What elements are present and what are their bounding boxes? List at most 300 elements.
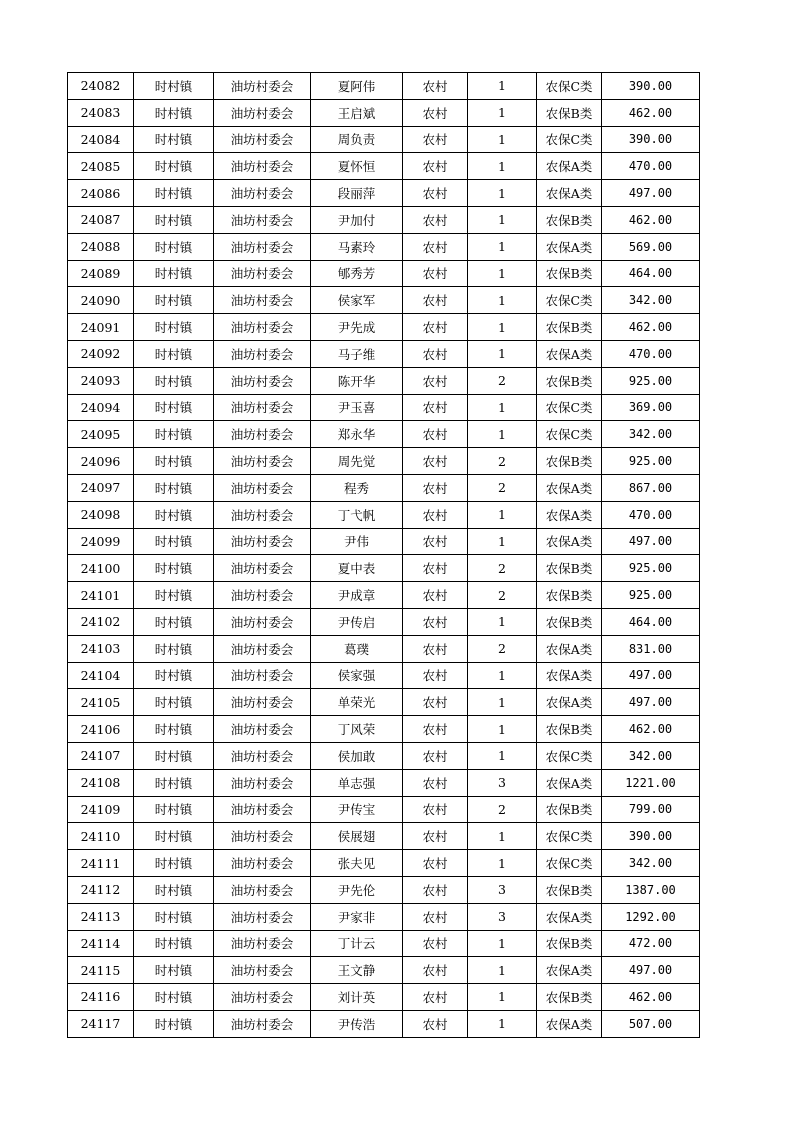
person-name-cell: 单荣光 bbox=[311, 689, 403, 716]
insurance-category-cell: 农保A类 bbox=[537, 501, 602, 528]
household-count-cell: 1 bbox=[468, 528, 537, 555]
amount-cell: 1387.00 bbox=[602, 876, 700, 903]
insurance-category-cell: 农保A类 bbox=[537, 903, 602, 930]
household-count-cell: 3 bbox=[468, 903, 537, 930]
household-count-cell: 1 bbox=[468, 501, 537, 528]
insurance-category-cell: 农保B类 bbox=[537, 367, 602, 394]
town-cell: 时村镇 bbox=[134, 421, 214, 448]
town-cell: 时村镇 bbox=[134, 99, 214, 126]
village-committee-cell: 油坊村委会 bbox=[214, 421, 311, 448]
amount-cell: 507.00 bbox=[602, 1010, 700, 1037]
table-row bbox=[68, 474, 700, 501]
person-name-cell: 段丽萍 bbox=[311, 180, 403, 207]
town-cell: 时村镇 bbox=[134, 742, 214, 769]
table-row bbox=[68, 99, 700, 126]
table-row bbox=[68, 930, 700, 957]
table-row bbox=[68, 716, 700, 743]
table-row bbox=[68, 769, 700, 796]
person-name-cell: 葛璞 bbox=[311, 635, 403, 662]
amount-cell: 470.00 bbox=[602, 501, 700, 528]
person-name-cell: 侯展翅 bbox=[311, 823, 403, 850]
area-type-cell: 农村 bbox=[403, 340, 468, 367]
table-row bbox=[68, 448, 700, 475]
village-committee-cell: 油坊村委会 bbox=[214, 528, 311, 555]
record-id-cell: 24083 bbox=[68, 99, 134, 126]
household-count-cell: 1 bbox=[468, 180, 537, 207]
person-name-cell: 马子维 bbox=[311, 340, 403, 367]
village-committee-cell: 油坊村委会 bbox=[214, 126, 311, 153]
village-committee-cell: 油坊村委会 bbox=[214, 153, 311, 180]
amount-cell: 497.00 bbox=[602, 528, 700, 555]
amount-cell: 464.00 bbox=[602, 608, 700, 635]
table-row bbox=[68, 340, 700, 367]
record-id-cell: 24109 bbox=[68, 796, 134, 823]
area-type-cell: 农村 bbox=[403, 153, 468, 180]
table-row bbox=[68, 367, 700, 394]
town-cell: 时村镇 bbox=[134, 876, 214, 903]
insurance-category-cell: 农保C类 bbox=[537, 421, 602, 448]
person-name-cell: 郑永华 bbox=[311, 421, 403, 448]
area-type-cell: 农村 bbox=[403, 876, 468, 903]
table-row bbox=[68, 662, 700, 689]
person-name-cell: 侯加敢 bbox=[311, 742, 403, 769]
household-count-cell: 1 bbox=[468, 421, 537, 448]
amount-cell: 342.00 bbox=[602, 421, 700, 448]
household-count-cell: 3 bbox=[468, 769, 537, 796]
area-type-cell: 农村 bbox=[403, 448, 468, 475]
amount-cell: 472.00 bbox=[602, 930, 700, 957]
household-count-cell: 1 bbox=[468, 984, 537, 1011]
town-cell: 时村镇 bbox=[134, 367, 214, 394]
area-type-cell: 农村 bbox=[403, 903, 468, 930]
insurance-category-cell: 农保C类 bbox=[537, 287, 602, 314]
record-id-cell: 24111 bbox=[68, 850, 134, 877]
household-count-cell: 1 bbox=[468, 99, 537, 126]
table-row bbox=[68, 608, 700, 635]
record-id-cell: 24091 bbox=[68, 314, 134, 341]
area-type-cell: 农村 bbox=[403, 716, 468, 743]
area-type-cell: 农村 bbox=[403, 287, 468, 314]
insurance-category-cell: 农保B类 bbox=[537, 206, 602, 233]
town-cell: 时村镇 bbox=[134, 501, 214, 528]
amount-cell: 799.00 bbox=[602, 796, 700, 823]
person-name-cell: 王启斌 bbox=[311, 99, 403, 126]
village-committee-cell: 油坊村委会 bbox=[214, 608, 311, 635]
area-type-cell: 农村 bbox=[403, 957, 468, 984]
person-name-cell: 丁计云 bbox=[311, 930, 403, 957]
village-committee-cell: 油坊村委会 bbox=[214, 957, 311, 984]
table-row bbox=[68, 555, 700, 582]
town-cell: 时村镇 bbox=[134, 260, 214, 287]
record-id-cell: 24092 bbox=[68, 340, 134, 367]
household-count-cell: 2 bbox=[468, 555, 537, 582]
record-id-cell: 24110 bbox=[68, 823, 134, 850]
record-id-cell: 24088 bbox=[68, 233, 134, 260]
record-id-cell: 24089 bbox=[68, 260, 134, 287]
area-type-cell: 农村 bbox=[403, 635, 468, 662]
record-id-cell: 24086 bbox=[68, 180, 134, 207]
person-name-cell: 尹成章 bbox=[311, 582, 403, 609]
person-name-cell: 尹传启 bbox=[311, 608, 403, 635]
amount-cell: 925.00 bbox=[602, 555, 700, 582]
village-committee-cell: 油坊村委会 bbox=[214, 367, 311, 394]
household-count-cell: 1 bbox=[468, 340, 537, 367]
household-count-cell: 2 bbox=[468, 635, 537, 662]
insurance-category-cell: 农保B类 bbox=[537, 314, 602, 341]
table-row bbox=[68, 689, 700, 716]
town-cell: 时村镇 bbox=[134, 582, 214, 609]
table-row bbox=[68, 126, 700, 153]
area-type-cell: 农村 bbox=[403, 555, 468, 582]
table-row bbox=[68, 742, 700, 769]
record-id-cell: 24085 bbox=[68, 153, 134, 180]
village-committee-cell: 油坊村委会 bbox=[214, 823, 311, 850]
person-name-cell: 丁弋帆 bbox=[311, 501, 403, 528]
table-row bbox=[68, 73, 700, 100]
record-id-cell: 24097 bbox=[68, 474, 134, 501]
town-cell: 时村镇 bbox=[134, 73, 214, 100]
person-name-cell: 尹加付 bbox=[311, 206, 403, 233]
amount-cell: 462.00 bbox=[602, 99, 700, 126]
household-count-cell: 2 bbox=[468, 474, 537, 501]
amount-cell: 470.00 bbox=[602, 153, 700, 180]
household-count-cell: 1 bbox=[468, 689, 537, 716]
insurance-category-cell: 农保C类 bbox=[537, 126, 602, 153]
town-cell: 时村镇 bbox=[134, 984, 214, 1011]
record-id-cell: 24108 bbox=[68, 769, 134, 796]
amount-cell: 569.00 bbox=[602, 233, 700, 260]
household-count-cell: 1 bbox=[468, 153, 537, 180]
insurance-category-cell: 农保B类 bbox=[537, 555, 602, 582]
table-row bbox=[68, 796, 700, 823]
area-type-cell: 农村 bbox=[403, 528, 468, 555]
person-name-cell: 程秀 bbox=[311, 474, 403, 501]
person-name-cell: 尹传宝 bbox=[311, 796, 403, 823]
village-committee-cell: 油坊村委会 bbox=[214, 689, 311, 716]
table-row bbox=[68, 153, 700, 180]
record-id-cell: 24105 bbox=[68, 689, 134, 716]
table-row bbox=[68, 1010, 700, 1037]
table-row bbox=[68, 876, 700, 903]
insurance-category-cell: 农保A类 bbox=[537, 662, 602, 689]
village-committee-cell: 油坊村委会 bbox=[214, 260, 311, 287]
person-name-cell: 丁风荣 bbox=[311, 716, 403, 743]
town-cell: 时村镇 bbox=[134, 796, 214, 823]
table-row bbox=[68, 314, 700, 341]
area-type-cell: 农村 bbox=[403, 742, 468, 769]
record-id-cell: 24082 bbox=[68, 73, 134, 100]
amount-cell: 497.00 bbox=[602, 689, 700, 716]
table-row bbox=[68, 260, 700, 287]
record-id-cell: 24106 bbox=[68, 716, 134, 743]
subsidy-table bbox=[67, 72, 700, 1038]
village-committee-cell: 油坊村委会 bbox=[214, 930, 311, 957]
record-id-cell: 24104 bbox=[68, 662, 134, 689]
person-name-cell: 尹先伦 bbox=[311, 876, 403, 903]
amount-cell: 925.00 bbox=[602, 448, 700, 475]
person-name-cell: 王文静 bbox=[311, 957, 403, 984]
town-cell: 时村镇 bbox=[134, 233, 214, 260]
table-row bbox=[68, 394, 700, 421]
record-id-cell: 24116 bbox=[68, 984, 134, 1011]
insurance-category-cell: 农保A类 bbox=[537, 474, 602, 501]
town-cell: 时村镇 bbox=[134, 635, 214, 662]
record-id-cell: 24112 bbox=[68, 876, 134, 903]
record-id-cell: 24101 bbox=[68, 582, 134, 609]
village-committee-cell: 油坊村委会 bbox=[214, 984, 311, 1011]
person-name-cell: 夏怀恒 bbox=[311, 153, 403, 180]
table-row bbox=[68, 421, 700, 448]
amount-cell: 464.00 bbox=[602, 260, 700, 287]
household-count-cell: 1 bbox=[468, 287, 537, 314]
table-row bbox=[68, 957, 700, 984]
household-count-cell: 2 bbox=[468, 582, 537, 609]
amount-cell: 462.00 bbox=[602, 314, 700, 341]
amount-cell: 831.00 bbox=[602, 635, 700, 662]
village-committee-cell: 油坊村委会 bbox=[214, 474, 311, 501]
town-cell: 时村镇 bbox=[134, 394, 214, 421]
area-type-cell: 农村 bbox=[403, 394, 468, 421]
village-committee-cell: 油坊村委会 bbox=[214, 314, 311, 341]
area-type-cell: 农村 bbox=[403, 99, 468, 126]
table-row bbox=[68, 501, 700, 528]
area-type-cell: 农村 bbox=[403, 206, 468, 233]
amount-cell: 342.00 bbox=[602, 850, 700, 877]
area-type-cell: 农村 bbox=[403, 421, 468, 448]
table-row bbox=[68, 180, 700, 207]
insurance-category-cell: 农保B类 bbox=[537, 796, 602, 823]
amount-cell: 462.00 bbox=[602, 984, 700, 1011]
record-id-cell: 24087 bbox=[68, 206, 134, 233]
person-name-cell: 侯家军 bbox=[311, 287, 403, 314]
village-committee-cell: 油坊村委会 bbox=[214, 340, 311, 367]
table-body bbox=[68, 73, 700, 1038]
table-row bbox=[68, 206, 700, 233]
area-type-cell: 农村 bbox=[403, 501, 468, 528]
insurance-category-cell: 农保A类 bbox=[537, 689, 602, 716]
insurance-category-cell: 农保C类 bbox=[537, 394, 602, 421]
household-count-cell: 1 bbox=[468, 126, 537, 153]
village-committee-cell: 油坊村委会 bbox=[214, 73, 311, 100]
table-row bbox=[68, 582, 700, 609]
area-type-cell: 农村 bbox=[403, 689, 468, 716]
insurance-category-cell: 农保B类 bbox=[537, 608, 602, 635]
amount-cell: 497.00 bbox=[602, 180, 700, 207]
area-type-cell: 农村 bbox=[403, 582, 468, 609]
record-id-cell: 24115 bbox=[68, 957, 134, 984]
area-type-cell: 农村 bbox=[403, 126, 468, 153]
village-committee-cell: 油坊村委会 bbox=[214, 555, 311, 582]
village-committee-cell: 油坊村委会 bbox=[214, 769, 311, 796]
household-count-cell: 1 bbox=[468, 716, 537, 743]
person-name-cell: 夏阿伟 bbox=[311, 73, 403, 100]
record-id-cell: 24096 bbox=[68, 448, 134, 475]
insurance-category-cell: 农保B类 bbox=[537, 260, 602, 287]
person-name-cell: 尹伟 bbox=[311, 528, 403, 555]
household-count-cell: 1 bbox=[468, 850, 537, 877]
area-type-cell: 农村 bbox=[403, 984, 468, 1011]
area-type-cell: 农村 bbox=[403, 367, 468, 394]
area-type-cell: 农村 bbox=[403, 662, 468, 689]
insurance-category-cell: 农保A类 bbox=[537, 528, 602, 555]
amount-cell: 390.00 bbox=[602, 73, 700, 100]
household-count-cell: 2 bbox=[468, 796, 537, 823]
village-committee-cell: 油坊村委会 bbox=[214, 742, 311, 769]
person-name-cell: 张夫见 bbox=[311, 850, 403, 877]
household-count-cell: 1 bbox=[468, 394, 537, 421]
amount-cell: 1292.00 bbox=[602, 903, 700, 930]
table-row bbox=[68, 635, 700, 662]
amount-cell: 925.00 bbox=[602, 582, 700, 609]
household-count-cell: 1 bbox=[468, 314, 537, 341]
area-type-cell: 农村 bbox=[403, 73, 468, 100]
village-committee-cell: 油坊村委会 bbox=[214, 501, 311, 528]
record-id-cell: 24102 bbox=[68, 608, 134, 635]
village-committee-cell: 油坊村委会 bbox=[214, 635, 311, 662]
record-id-cell: 24095 bbox=[68, 421, 134, 448]
amount-cell: 867.00 bbox=[602, 474, 700, 501]
village-committee-cell: 油坊村委会 bbox=[214, 287, 311, 314]
insurance-category-cell: 农保B类 bbox=[537, 716, 602, 743]
insurance-category-cell: 农保C类 bbox=[537, 850, 602, 877]
person-name-cell: 尹传浩 bbox=[311, 1010, 403, 1037]
record-id-cell: 24099 bbox=[68, 528, 134, 555]
household-count-cell: 1 bbox=[468, 957, 537, 984]
table-row bbox=[68, 903, 700, 930]
village-committee-cell: 油坊村委会 bbox=[214, 394, 311, 421]
record-id-cell: 24090 bbox=[68, 287, 134, 314]
amount-cell: 342.00 bbox=[602, 742, 700, 769]
insurance-category-cell: 农保C类 bbox=[537, 742, 602, 769]
town-cell: 时村镇 bbox=[134, 340, 214, 367]
person-name-cell: 尹玉喜 bbox=[311, 394, 403, 421]
person-name-cell: 单志强 bbox=[311, 769, 403, 796]
record-id-cell: 24114 bbox=[68, 930, 134, 957]
record-id-cell: 24107 bbox=[68, 742, 134, 769]
amount-cell: 462.00 bbox=[602, 206, 700, 233]
town-cell: 时村镇 bbox=[134, 448, 214, 475]
record-id-cell: 24100 bbox=[68, 555, 134, 582]
town-cell: 时村镇 bbox=[134, 903, 214, 930]
person-name-cell: 陈开华 bbox=[311, 367, 403, 394]
record-id-cell: 24084 bbox=[68, 126, 134, 153]
area-type-cell: 农村 bbox=[403, 233, 468, 260]
insurance-category-cell: 农保C类 bbox=[537, 73, 602, 100]
village-committee-cell: 油坊村委会 bbox=[214, 716, 311, 743]
amount-cell: 470.00 bbox=[602, 340, 700, 367]
household-count-cell: 1 bbox=[468, 930, 537, 957]
village-committee-cell: 油坊村委会 bbox=[214, 233, 311, 260]
village-committee-cell: 油坊村委会 bbox=[214, 448, 311, 475]
person-name-cell: 周先觉 bbox=[311, 448, 403, 475]
household-count-cell: 1 bbox=[468, 260, 537, 287]
insurance-category-cell: 农保A类 bbox=[537, 340, 602, 367]
amount-cell: 342.00 bbox=[602, 287, 700, 314]
town-cell: 时村镇 bbox=[134, 153, 214, 180]
town-cell: 时村镇 bbox=[134, 689, 214, 716]
household-count-cell: 2 bbox=[468, 448, 537, 475]
person-name-cell: 尹家非 bbox=[311, 903, 403, 930]
household-count-cell: 1 bbox=[468, 206, 537, 233]
town-cell: 时村镇 bbox=[134, 823, 214, 850]
area-type-cell: 农村 bbox=[403, 474, 468, 501]
table-row bbox=[68, 287, 700, 314]
record-id-cell: 24103 bbox=[68, 635, 134, 662]
town-cell: 时村镇 bbox=[134, 287, 214, 314]
household-count-cell: 1 bbox=[468, 662, 537, 689]
amount-cell: 390.00 bbox=[602, 126, 700, 153]
town-cell: 时村镇 bbox=[134, 930, 214, 957]
town-cell: 时村镇 bbox=[134, 474, 214, 501]
area-type-cell: 农村 bbox=[403, 850, 468, 877]
table-row bbox=[68, 823, 700, 850]
person-name-cell: 夏中表 bbox=[311, 555, 403, 582]
area-type-cell: 农村 bbox=[403, 180, 468, 207]
amount-cell: 1221.00 bbox=[602, 769, 700, 796]
household-count-cell: 1 bbox=[468, 608, 537, 635]
person-name-cell: 刘计英 bbox=[311, 984, 403, 1011]
village-committee-cell: 油坊村委会 bbox=[214, 796, 311, 823]
village-committee-cell: 油坊村委会 bbox=[214, 180, 311, 207]
record-id-cell: 24113 bbox=[68, 903, 134, 930]
household-count-cell: 1 bbox=[468, 73, 537, 100]
town-cell: 时村镇 bbox=[134, 206, 214, 233]
insurance-category-cell: 农保A类 bbox=[537, 957, 602, 984]
town-cell: 时村镇 bbox=[134, 608, 214, 635]
village-committee-cell: 油坊村委会 bbox=[214, 99, 311, 126]
town-cell: 时村镇 bbox=[134, 850, 214, 877]
town-cell: 时村镇 bbox=[134, 662, 214, 689]
household-count-cell: 1 bbox=[468, 233, 537, 260]
person-name-cell: 周负责 bbox=[311, 126, 403, 153]
insurance-category-cell: 农保B类 bbox=[537, 448, 602, 475]
insurance-category-cell: 农保A类 bbox=[537, 635, 602, 662]
town-cell: 时村镇 bbox=[134, 957, 214, 984]
town-cell: 时村镇 bbox=[134, 528, 214, 555]
amount-cell: 462.00 bbox=[602, 716, 700, 743]
area-type-cell: 农村 bbox=[403, 1010, 468, 1037]
village-committee-cell: 油坊村委会 bbox=[214, 582, 311, 609]
amount-cell: 369.00 bbox=[602, 394, 700, 421]
household-count-cell: 3 bbox=[468, 876, 537, 903]
amount-cell: 925.00 bbox=[602, 367, 700, 394]
area-type-cell: 农村 bbox=[403, 930, 468, 957]
person-name-cell: 马素玲 bbox=[311, 233, 403, 260]
insurance-category-cell: 农保B类 bbox=[537, 984, 602, 1011]
person-name-cell: 郇秀芳 bbox=[311, 260, 403, 287]
table-row bbox=[68, 233, 700, 260]
household-count-cell: 1 bbox=[468, 1010, 537, 1037]
household-count-cell: 1 bbox=[468, 823, 537, 850]
town-cell: 时村镇 bbox=[134, 716, 214, 743]
village-committee-cell: 油坊村委会 bbox=[214, 206, 311, 233]
insurance-category-cell: 农保A类 bbox=[537, 233, 602, 260]
village-committee-cell: 油坊村委会 bbox=[214, 903, 311, 930]
record-id-cell: 24093 bbox=[68, 367, 134, 394]
area-type-cell: 农村 bbox=[403, 769, 468, 796]
town-cell: 时村镇 bbox=[134, 180, 214, 207]
insurance-category-cell: 农保B类 bbox=[537, 582, 602, 609]
area-type-cell: 农村 bbox=[403, 608, 468, 635]
area-type-cell: 农村 bbox=[403, 796, 468, 823]
town-cell: 时村镇 bbox=[134, 555, 214, 582]
town-cell: 时村镇 bbox=[134, 314, 214, 341]
amount-cell: 390.00 bbox=[602, 823, 700, 850]
household-count-cell: 1 bbox=[468, 742, 537, 769]
insurance-category-cell: 农保A类 bbox=[537, 1010, 602, 1037]
village-committee-cell: 油坊村委会 bbox=[214, 850, 311, 877]
person-name-cell: 尹先成 bbox=[311, 314, 403, 341]
